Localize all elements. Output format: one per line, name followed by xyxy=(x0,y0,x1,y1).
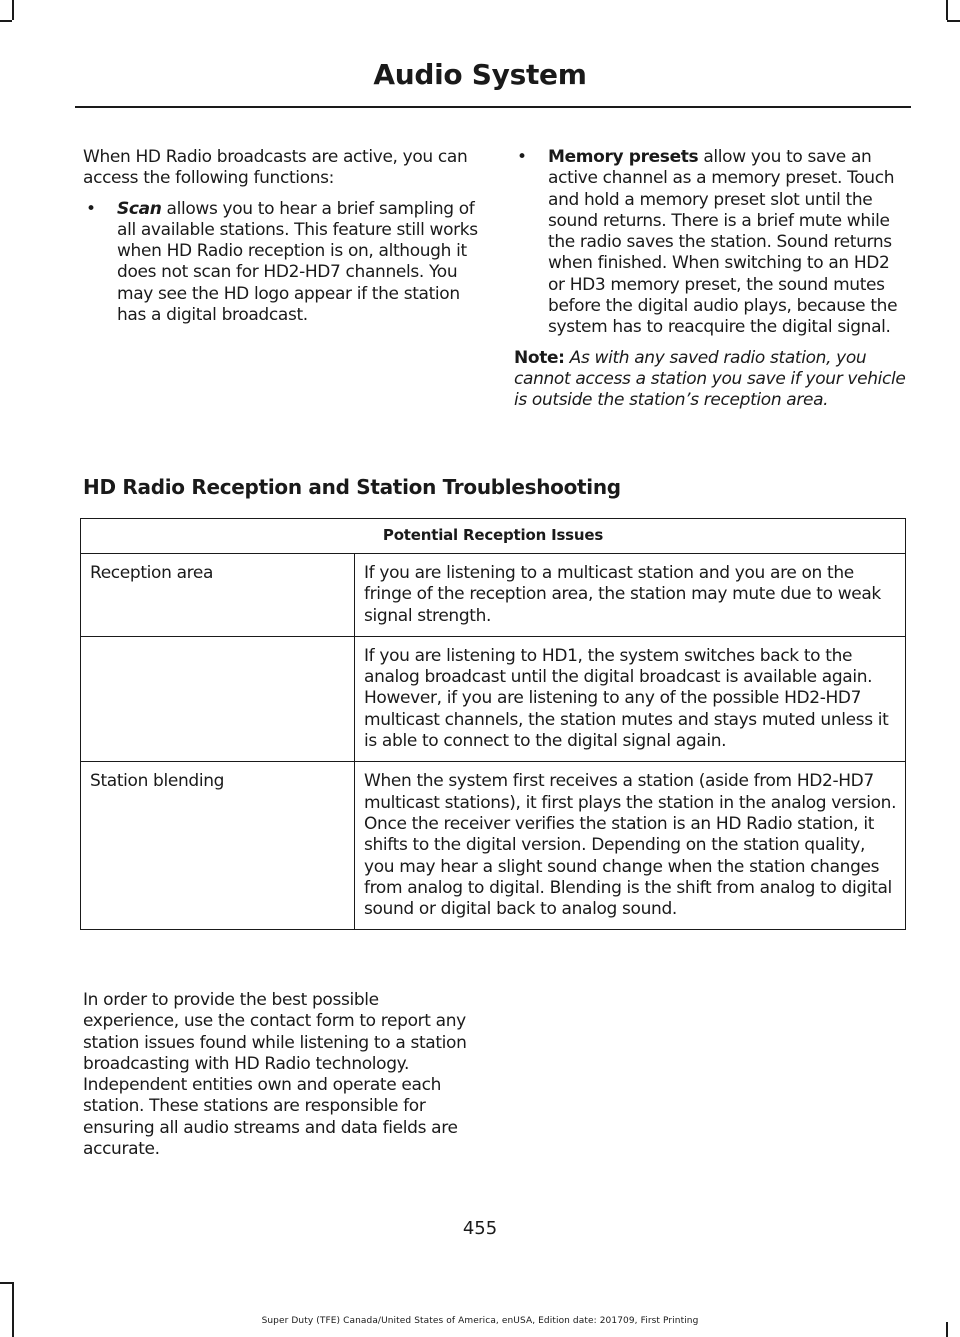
feature-list xyxy=(83,199,478,327)
detail-cell: If you are listening to a multicast station and you are on the fringe of the reception area, the station may mute due to weak signal strength. xyxy=(355,554,906,637)
note-text: As with any saved radio station, you cannot access a station you save if your vehicle is outside the station’s reception area. xyxy=(514,347,906,411)
term-memory-presets: Memory presets xyxy=(548,147,699,167)
detail-cell: When the system first receives a station (aside from HD2-HD7 multicast stations), it first plays the station in the analog version. Once the receiver verifies the station is an HD Radio station, it shifts to the digital version. Depending on the station quality, you may hear a slight sound change when the station changes from analog to digital. Blending is the shift from analog to digital sound or digital back to analog sound. xyxy=(355,762,906,930)
page-number: 455 xyxy=(462,1218,498,1239)
reception-issues-table xyxy=(80,518,906,930)
table-row xyxy=(81,762,906,930)
table-header: Potential Reception Issues xyxy=(81,519,906,554)
list-item-scan xyxy=(83,199,478,327)
feature-list-continued xyxy=(514,147,910,339)
crop-mark-top-right xyxy=(946,0,948,20)
crop-mark-bottom-left xyxy=(0,1282,12,1284)
issue-cell: Station blending xyxy=(81,762,355,930)
note-label: Note: xyxy=(514,347,565,368)
section-heading: HD Radio Reception and Station Troubleshooting xyxy=(83,475,621,499)
header-rule xyxy=(75,106,911,108)
issue-cell xyxy=(81,636,355,761)
intro-paragraph: When HD Radio broadcasts are active, you can access the following functions: xyxy=(83,147,468,189)
term-scan: Scan xyxy=(117,198,162,219)
detail-cell: If you are listening to HD1, the system switches back to the analog broadcast until the digital broadcast is available again. However, if you are listening to any of the possible HD2-HD7 multicast channels, the station mutes and stays muted unless it is able to connect to the digital signal again. xyxy=(355,636,906,761)
note xyxy=(514,348,910,412)
scan-description: allows you to hear a brief sampling of all available stations. This feature still works when HD Radio reception is on, although it does not scan for HD2-HD7 channels. You may see the HD logo appear if the station has a digital broadcast. xyxy=(117,198,478,326)
crop-mark-bottom-left xyxy=(12,1282,14,1337)
issue-cell: Reception area xyxy=(81,554,355,637)
page-title: Audio System xyxy=(373,58,587,91)
table-row xyxy=(81,554,906,637)
crop-mark-top-left xyxy=(0,20,12,22)
bullet-icon: • xyxy=(517,147,527,167)
list-item-memory-presets xyxy=(514,147,910,339)
table-header-row xyxy=(81,519,906,554)
table-row xyxy=(81,636,906,761)
contact-paragraph: In order to provide the best possible experience, use the contact form to report any station issues found while listening to a station broadcasting with HD Radio technology. Independent entities own and operate each station. These stations are responsible for ensuring all audio streams and data fields are accurate. xyxy=(83,990,467,1160)
right-column xyxy=(514,147,910,421)
crop-mark-top-left xyxy=(12,0,14,20)
crop-mark-top-right xyxy=(947,20,960,22)
bottom-paragraph-column xyxy=(83,990,478,1169)
memory-presets-description: allow you to save an active channel as a memory preset. Touch and hold a memory preset slot until the sound returns. There is a brief mute while the radio saves the station. Sound returns when finished. When switching to an HD2 or HD3 memory preset, the sound mutes before the digital audio plays, because the system has to reacquire the digital signal. xyxy=(548,147,898,338)
bullet-icon: • xyxy=(86,198,96,219)
left-column xyxy=(83,147,478,335)
edition-footer: Super Duty (TFE) Canada/United States of America, enUSA, Edition date: 201709, First Printing xyxy=(261,1316,699,1326)
